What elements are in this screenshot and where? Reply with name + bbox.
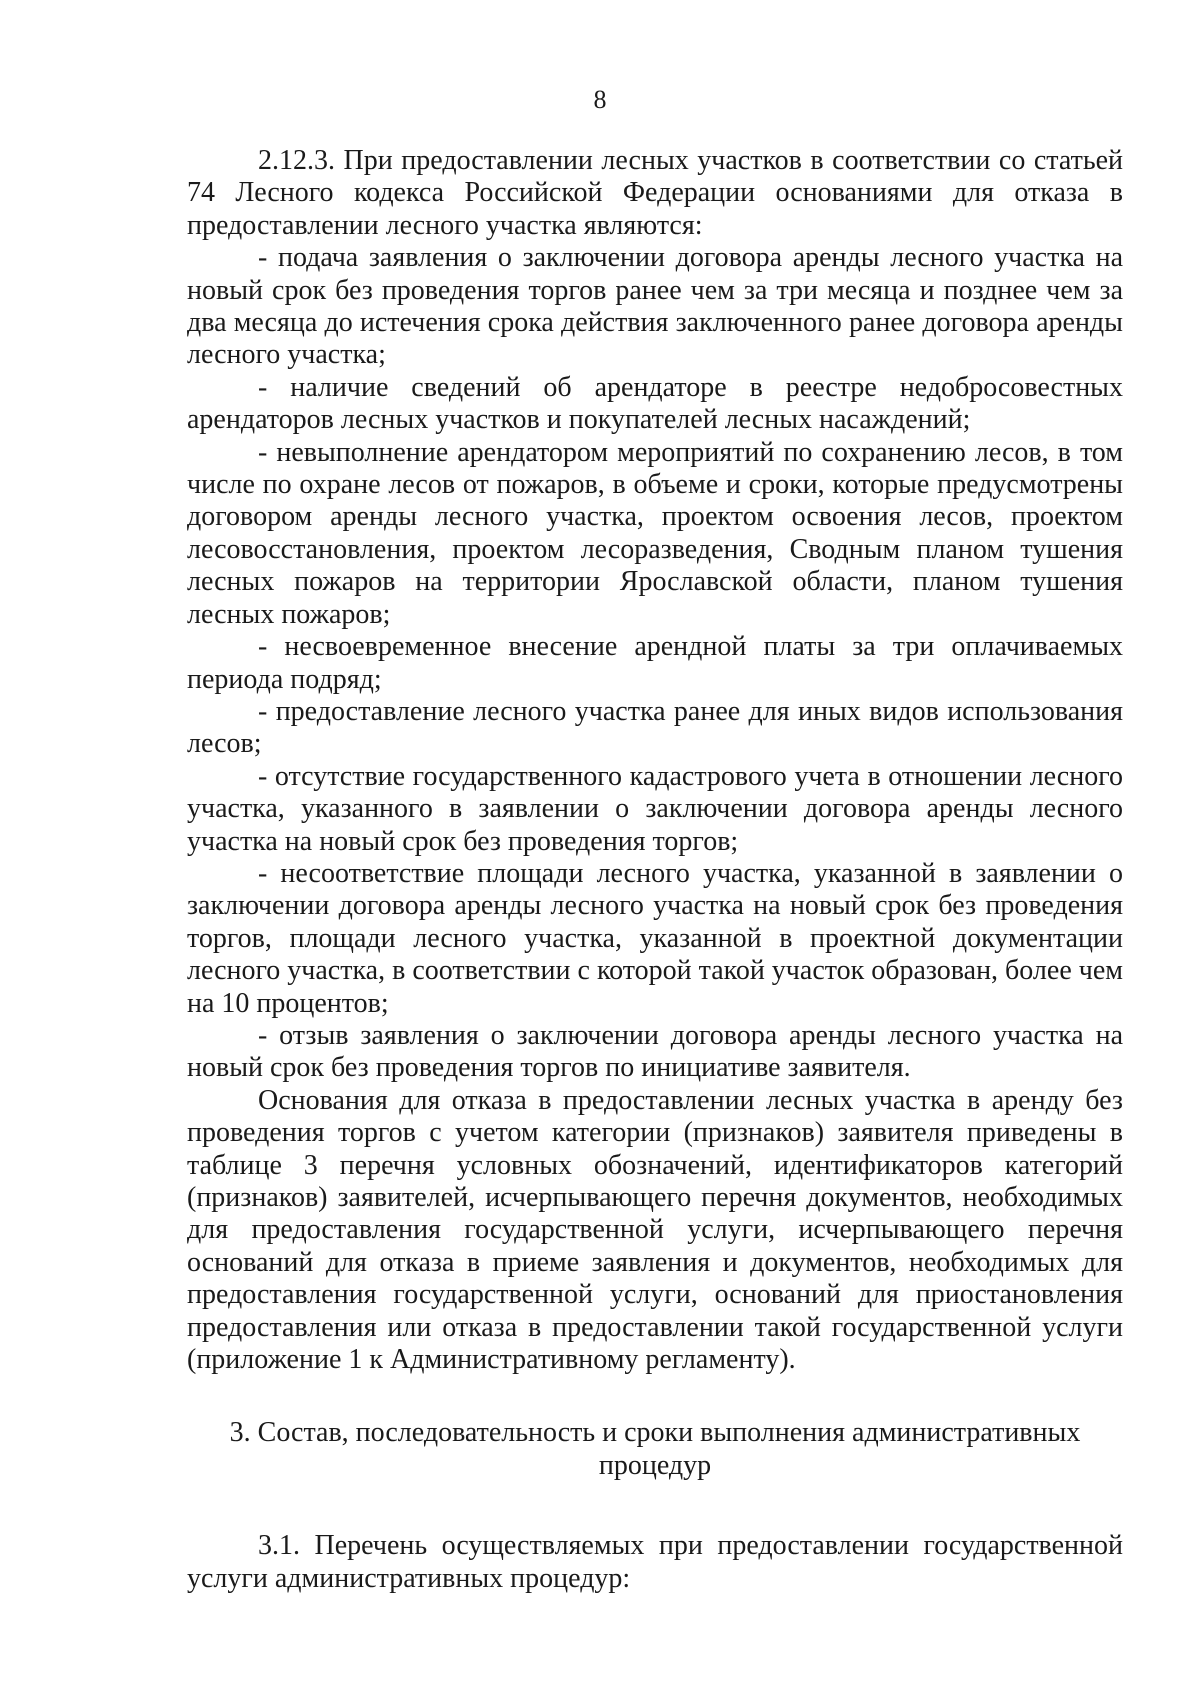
paragraph-2-12-3: 2.12.3. При предоставлении лесных участков в соответствии со статьей 74 Лесного кодекса Российской Федерации основаниями для отказа в предоставлении лесного участка являются: — [187, 145, 1123, 241]
list-item-deadline: - подача заявления о заключении договора аренды лесного участка на новый срок без проведения торгов ранее чем за три месяца и позднее чем за два месяца до истечения срока действия заключенного ранее договора аренды лесного участка; — [187, 242, 1123, 371]
list-item-other-use: - предоставление лесного участка ранее для иных видов использования лесов; — [187, 695, 1123, 760]
paragraph-refusal-grounds: Основания для отказа в предоставлении лесных участка в аренду без проведения торгов с учетом категории (признаков) заявителя приведены в таблице 3 перечня условных обозначений, идентификаторов категорий (признаков) заявителей, исчерпывающего перечня документов, необходимых для предоставления государственной услуги, исчерпывающего перечня оснований для отказа в приеме заявления и документов, необходимых для предоставления государственной услуги, оснований для приостановления предоставления или отказа в предоставлении такой государственной услуги (приложение 1 к Административному регламенту). — [187, 1084, 1123, 1376]
page-number: 8 — [593, 85, 607, 114]
section-heading: 3. Состав, последовательность и сроки выполнения административных процедур — [229, 1417, 1081, 1482]
list-item-forest-protection: - невыполнение арендатором мероприятий по сохранению лесов, в том числе по охране лесов от пожаров, в объеме и сроки, которые предусмотрены договором аренды лесного участка, проектом освоения лесов, проектом лесовосстановления, проектом лесоразведения, Сводным планом тушения лесных пожаров на территории Ярославской области, планом тушения лесных пожаров; — [187, 436, 1123, 630]
list-item-rent-payment: - несвоевременное внесение арендной платы за три оплачиваемых периода подряд; — [187, 631, 1123, 695]
list-item-registry: - наличие сведений об арендаторе в реестре недобросовестных арендаторов лесных участков и покупателей лесных насаждений; — [187, 371, 1123, 436]
list-item-cadastral: - отсутствие государственного кадастрового учета в отношении лесного участка, указанного в заявлении о заключении договора аренды лесного участка на новый срок без проведения торгов; — [187, 760, 1123, 857]
paragraph-3-1: 3.1. Перечень осуществляемых при предоставлении государственной услуги административных процедур: — [187, 1530, 1123, 1594]
document-body — [187, 145, 1123, 1595]
list-item-withdrawal: - отзыв заявления о заключении договора аренды лесного участка на новый срок без проведения торгов по инициативе заявителя. — [187, 1019, 1123, 1084]
list-item-area-mismatch: - несоответствие площади лесного участка, указанной в заявлении о заключении договора аренды лесного участка на новый срок без проведения торгов, площади лесного участка, указанной в проектной документации лесного участка, в соответствии с которой такой участок образован, более чем на 10 процентов; — [187, 857, 1123, 1019]
